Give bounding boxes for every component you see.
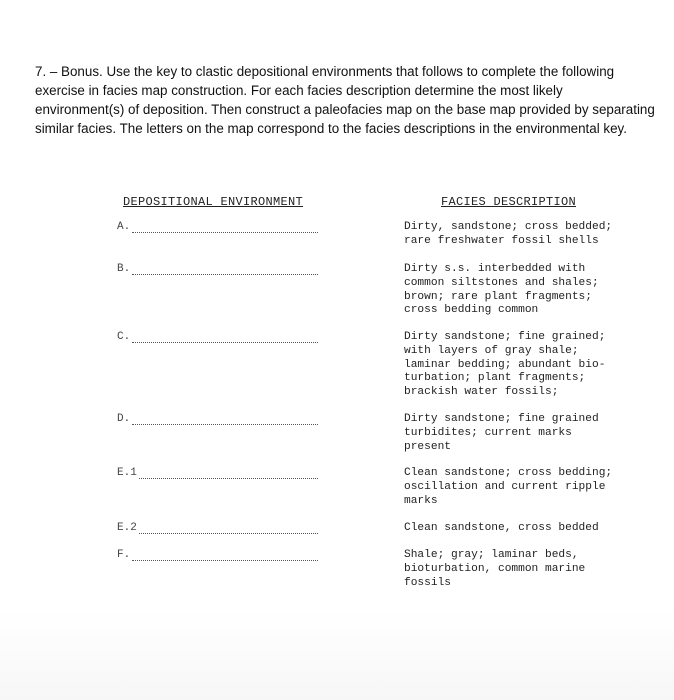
facies-description-header: FACIES DESCRIPTION (441, 195, 577, 209)
facies-description: Dirty, sandstone; cross bedded; rare freshwater fossil shells (404, 221, 613, 247)
facies-description: Dirty sandstone; fine grained; with layers of gray shale; laminar bedding; abundant bio- turbation; plant fragments; brackish water fossils; (404, 331, 606, 399)
facies-description: Shale; gray; laminar beds, bioturbation, common marine fossils (404, 549, 586, 589)
environment-answer-line (139, 478, 318, 479)
environment-answer-line (132, 274, 318, 275)
environment-answer-line (132, 232, 318, 233)
environment-answer-line (132, 424, 318, 425)
row-label: B. (117, 263, 131, 275)
exercise-instructions: 7. – Bonus. Use the key to clastic depositional environments that follows to complete the following exercise in facies map construction. For each facies description determine the most likely environment(s) of deposition. Then construct a paleofacies map on the base map provided by separating similar facies. The letters on the map correspond to the facies descriptions in the environmental key. (35, 64, 655, 136)
row-label: A. (117, 221, 131, 233)
page-bottom-shade (0, 610, 674, 700)
row-label: E.1 (117, 467, 137, 479)
environment-answer-line (132, 560, 318, 561)
depositional-environment-header: DEPOSITIONAL ENVIRONMENT (123, 195, 304, 209)
facies-description: Dirty s.s. interbedded with common siltstones and shales; brown; rare plant fragments; cross bedding common (404, 263, 599, 317)
facies-description: Clean sandstone, cross bedded (404, 522, 599, 534)
environment-answer-line (139, 533, 318, 534)
row-label: E.2 (117, 522, 137, 534)
facies-description: Dirty sandstone; fine grained turbidites; current marks present (404, 413, 599, 453)
row-label: D. (117, 413, 131, 425)
environment-answer-line (132, 342, 318, 343)
row-label: F. (117, 549, 131, 561)
facies-description: Clean sandstone; cross bedding; oscillation and current ripple marks (404, 467, 613, 507)
row-label: C. (117, 331, 131, 343)
